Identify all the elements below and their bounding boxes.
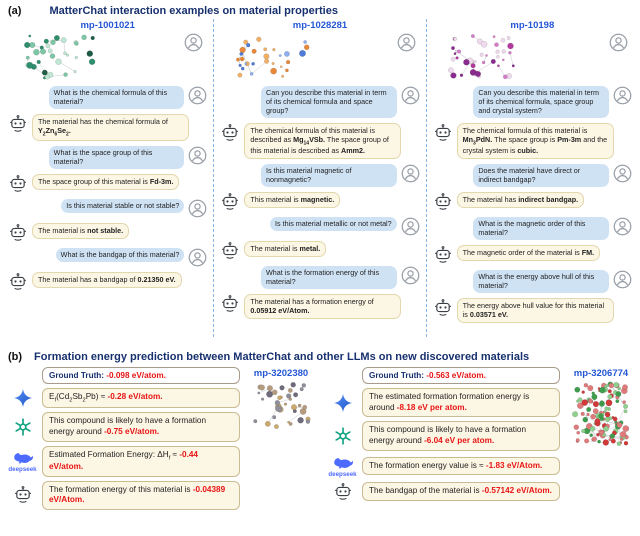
bot-message-bubble — [32, 272, 182, 288]
bot-message-bubble — [457, 123, 614, 159]
text-segment: 0.21350 eV. — [137, 275, 176, 285]
robot-icon — [433, 192, 453, 212]
matterchat-icon-wrap — [326, 482, 359, 502]
material-input-row — [220, 33, 419, 81]
text-segment: The estimated formation formation energy is around — [369, 392, 530, 412]
panel-a-header — [0, 0, 640, 19]
deepseek-icon — [12, 450, 34, 465]
text-segment: Sb — [72, 392, 83, 401]
text-segment: -0.75 eV/atom. — [104, 427, 160, 437]
text-segment: 0.05912 eV/Atom. — [250, 306, 310, 316]
text-segment: The material is — [250, 244, 300, 254]
panel-b-header — [0, 346, 640, 365]
user-message-bubble — [473, 164, 609, 187]
text-segment: The material has a formation energy of — [250, 297, 374, 307]
text-segment: 6 — [54, 131, 58, 138]
bot-message — [433, 298, 632, 323]
text-segment: The chemical formula of this material is — [462, 126, 588, 135]
user-icon — [188, 86, 207, 105]
text-segment: (Cd — [56, 392, 70, 401]
user-message — [433, 86, 632, 118]
gemini-icon-wrap — [6, 388, 39, 408]
bot-message — [220, 294, 419, 319]
model-response-rows — [326, 367, 564, 510]
text-segment: metal. — [299, 244, 321, 254]
gemini-response-box — [362, 388, 560, 417]
material-preview — [246, 367, 316, 510]
text-segment: The energy above hull value for this material is — [462, 301, 605, 320]
panel-a-label: (a) — [8, 5, 22, 17]
material-id: mp-3202380 — [253, 368, 309, 379]
user-icon — [401, 266, 420, 285]
material-id: mp-1028281 — [292, 20, 348, 31]
text-segment: f — [54, 397, 57, 404]
ground-truth-label: Ground Truth: — [49, 371, 105, 380]
ground-truth-box — [42, 367, 240, 384]
deepseek-response-box — [362, 457, 560, 476]
robot-icon — [220, 294, 240, 314]
text-segment: What is the formation energy of this material? — [266, 268, 380, 287]
user-icon — [188, 199, 207, 218]
material-id: mp-3206774 — [573, 368, 629, 379]
text-segment: -8.18 eV per atom. — [396, 402, 467, 412]
text-segment: -0.57142 eV/Atom. — [481, 486, 552, 496]
user-message-bubble — [61, 199, 184, 213]
llm-comparison-example — [6, 367, 316, 510]
material-input-row — [8, 33, 207, 81]
panel-b-title: Formation energy prediction between MatterChat and other LLMs on new discovered materials — [34, 351, 530, 363]
user-message — [433, 164, 632, 187]
gemini-icon — [333, 393, 353, 413]
llm-comparison-body — [0, 365, 640, 510]
robot-icon — [220, 192, 240, 212]
user-icon — [397, 33, 416, 52]
matterchat-response-box — [362, 482, 560, 501]
user-message-bubble — [473, 217, 609, 240]
robot-icon — [433, 298, 453, 318]
model-response-rows — [6, 367, 244, 510]
deepseek-icon-wrap — [6, 450, 39, 473]
text-segment: What is the energy above hull of this material? — [478, 272, 595, 291]
text-segment: and the crystal system is — [462, 135, 608, 156]
robot-icon — [433, 245, 453, 265]
text-segment: What is the magnetic order of this material? — [478, 219, 586, 238]
deepseek-icon-wrap — [326, 455, 359, 478]
text-segment: The bandgap of the material is — [369, 486, 482, 496]
robot-icon — [8, 272, 28, 292]
text-segment: 2 — [42, 131, 46, 138]
text-segment: 2 — [82, 397, 86, 404]
material-id: mp-10198 — [510, 20, 555, 31]
user-icon — [609, 33, 628, 52]
text-segment: not stable. — [87, 226, 124, 236]
chatgpt-icon-wrap — [326, 426, 359, 446]
bot-message-bubble — [244, 294, 401, 319]
crystal-structure-image — [234, 33, 310, 81]
robot-icon — [8, 223, 28, 243]
text-segment: What is the space group of this material? — [53, 148, 153, 167]
bot-message-bubble — [32, 174, 179, 190]
text-segment: The chemical formula of this material is described as — [250, 126, 375, 144]
user-icon — [401, 164, 420, 183]
chatgpt-response-box — [42, 412, 240, 441]
robot-icon — [433, 123, 453, 143]
chatgpt-row — [326, 421, 564, 450]
text-segment: This compound is likely to have a formation energy around — [369, 425, 527, 445]
text-segment: Se — [57, 126, 66, 135]
text-segment: Fd-3m. — [149, 177, 174, 187]
llm-comparison-example — [326, 367, 636, 510]
bot-message-bubble — [244, 192, 340, 208]
matterchat-row — [6, 481, 244, 510]
ground-truth-box — [362, 367, 560, 384]
bot-message — [220, 241, 419, 261]
material-input-row — [433, 33, 632, 81]
bot-message — [220, 123, 419, 159]
openai-icon — [333, 426, 353, 446]
text-segment: -1.83 eV/Atom. — [485, 460, 543, 470]
text-segment: . — [68, 126, 71, 135]
text-segment: Amm2. — [341, 146, 365, 156]
robot-icon — [8, 174, 28, 194]
gemini-response-box — [42, 388, 240, 408]
bot-message — [8, 223, 207, 243]
text-segment: Estimated Formation Energy: ΔH — [49, 449, 169, 459]
robot-icon — [333, 482, 353, 502]
text-segment: Mg — [293, 135, 304, 144]
deepseek-row — [326, 455, 564, 478]
text-segment: 2 — [69, 397, 73, 404]
text-segment: The material has the chemical formula of — [38, 117, 168, 126]
deepseek-icon — [332, 455, 354, 470]
text-segment: Y — [38, 126, 43, 135]
user-message — [220, 164, 419, 187]
ground-truth-value: -0.098 eV/atom. — [104, 371, 166, 380]
chat-columns — [0, 19, 640, 337]
gemini-icon — [13, 388, 33, 408]
chat-column — [426, 19, 638, 337]
text-segment: Is this material magnetic of nonmagnetic? — [266, 166, 352, 185]
user-icon — [613, 86, 632, 105]
text-segment: Is this material stable or not stable? — [66, 201, 180, 211]
crystal-structure-image — [251, 381, 311, 431]
text-segment: indirect bandgap. — [518, 195, 579, 205]
chat-column — [213, 19, 425, 337]
chat-column — [2, 19, 213, 337]
user-icon — [613, 164, 632, 183]
user-message — [8, 86, 207, 109]
user-message — [433, 270, 632, 293]
text-segment: The material has — [462, 195, 519, 205]
text-segment: This compound is likely to have a formation energy around — [49, 416, 207, 437]
user-message-bubble — [261, 164, 397, 187]
user-message-bubble — [261, 86, 397, 118]
text-segment: -0.04389 eV/Atom. — [49, 484, 226, 505]
text-segment: FM. — [581, 248, 595, 258]
bot-message-bubble — [32, 223, 129, 239]
user-message — [220, 217, 419, 236]
panel-a-title: MatterChat interaction examples on material properties — [49, 5, 338, 17]
gemini-row — [6, 388, 244, 408]
text-segment: 0.03571 eV. — [469, 310, 508, 320]
text-segment: 3 — [473, 140, 476, 147]
bot-message — [433, 192, 632, 212]
text-segment: This material is — [250, 195, 301, 205]
text-segment: -0.44 eV/atom. — [49, 449, 198, 472]
bot-message — [433, 123, 632, 159]
user-icon — [188, 248, 207, 267]
bot-message-bubble — [457, 192, 584, 208]
text-segment: E — [49, 392, 55, 401]
deepseek-response-box — [42, 446, 240, 477]
panel-b-label: (b) — [8, 351, 23, 363]
material-id: mp-1001021 — [80, 20, 135, 31]
text-segment: 14 — [303, 140, 310, 147]
user-icon — [613, 270, 632, 289]
user-message-bubble — [473, 86, 609, 118]
user-message-bubble — [261, 266, 397, 289]
matterchat-row — [326, 482, 564, 502]
user-message — [8, 199, 207, 218]
text-segment: Pb) ≈ — [85, 392, 108, 401]
text-segment: The space group of this material is described as — [250, 135, 389, 156]
bot-message-bubble — [457, 245, 600, 261]
matterchat-icon-wrap — [6, 485, 39, 505]
crystal-structure-image — [22, 33, 98, 81]
text-segment: The formation energy value is ≈ — [369, 460, 486, 470]
text-segment: magnetic. — [300, 195, 335, 205]
text-segment: PdN. — [475, 135, 493, 144]
text-segment: The space group is — [492, 135, 558, 144]
deepseek-row — [6, 446, 244, 477]
material-preview — [566, 367, 636, 510]
text-segment: 2 — [66, 131, 69, 138]
user-message — [8, 146, 207, 169]
text-segment: Does the material have direct or indirect bandgap? — [478, 166, 581, 185]
crystal-structure-image — [447, 33, 523, 81]
robot-icon — [220, 123, 240, 143]
text-segment: Zn — [45, 126, 55, 135]
deepseek-wordmark: deepseek — [8, 465, 37, 473]
text-segment: What is the bandgap of this material? — [60, 250, 180, 260]
text-segment: -0.28 eV/atom. — [107, 392, 163, 401]
user-message-bubble — [473, 270, 609, 293]
text-segment: The magnetic order of the material is — [462, 248, 582, 258]
chatgpt-icon-wrap — [6, 417, 39, 437]
matterchat-response-box — [42, 481, 240, 510]
bot-message-bubble — [457, 298, 614, 323]
text-segment: Mn — [462, 135, 474, 144]
chatgpt-response-box — [362, 421, 560, 450]
user-message-bubble — [49, 86, 185, 109]
text-segment: cubic. — [517, 146, 539, 156]
user-message-bubble — [56, 248, 185, 262]
user-message-bubble — [49, 146, 185, 169]
user-icon — [613, 217, 632, 236]
text-segment: Can you describe this material in term of its chemical formula and space group? — [266, 88, 387, 115]
gemini-row — [326, 388, 564, 417]
bot-message — [8, 272, 207, 292]
text-segment: ≈ — [170, 449, 180, 459]
bot-message — [433, 245, 632, 265]
text-segment: Is this material metallic or not metal? — [275, 219, 392, 229]
bot-message-bubble — [244, 123, 401, 159]
bot-message — [220, 192, 419, 212]
ground-truth-value: -0.563 eV/atom. — [424, 371, 486, 380]
text-segment: What is the chemical formula of this material? — [53, 88, 168, 106]
user-message — [220, 266, 419, 289]
chatgpt-row — [6, 412, 244, 441]
gemini-icon-wrap — [326, 393, 359, 413]
text-segment: Pm-3m — [557, 135, 582, 144]
user-icon — [401, 217, 420, 236]
user-icon — [188, 146, 207, 165]
text-segment: The formation energy of this material is — [49, 484, 193, 494]
bot-message-bubble — [244, 241, 326, 257]
text-segment: VSb. — [309, 135, 326, 144]
robot-icon — [8, 114, 28, 134]
user-message-bubble — [270, 217, 397, 231]
robot-icon — [220, 241, 240, 261]
user-message — [220, 86, 419, 118]
text-segment: The space group of this material is — [38, 177, 150, 187]
ground-truth-label: Ground Truth: — [369, 371, 425, 380]
robot-icon — [13, 485, 33, 505]
text-segment: The material has a bandgap of — [38, 275, 138, 285]
text-segment: The material is — [38, 226, 88, 236]
openai-icon — [13, 417, 33, 437]
user-message — [8, 248, 207, 267]
text-segment: Can you describe this material in term of its chemical formula, space group and crystal system? — [478, 88, 599, 115]
deepseek-wordmark: deepseek — [328, 470, 357, 478]
user-icon — [184, 33, 203, 52]
bot-message — [8, 174, 207, 194]
text-segment: -6.04 eV per atom. — [424, 435, 495, 445]
bot-message — [8, 114, 207, 141]
text-segment: f — [168, 455, 171, 462]
crystal-structure-image — [572, 381, 630, 447]
bot-message-bubble — [32, 114, 189, 141]
user-icon — [401, 86, 420, 105]
panel-b — [0, 346, 640, 536]
user-message — [433, 217, 632, 240]
